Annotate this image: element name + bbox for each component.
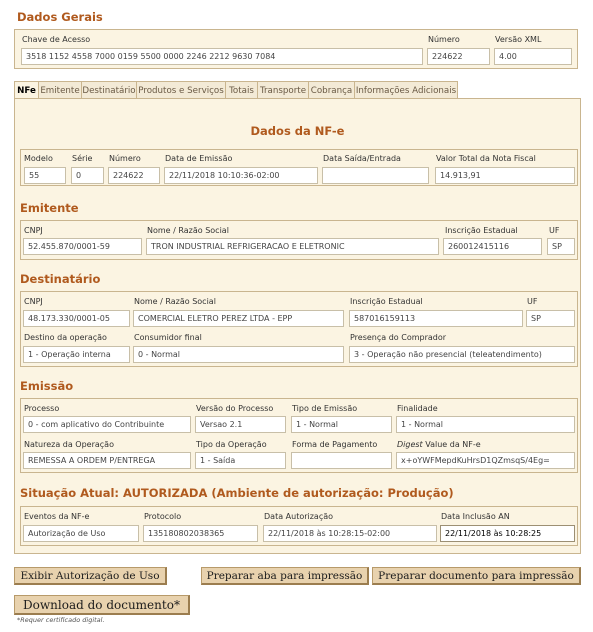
nfe-numero-label: Número xyxy=(109,154,141,163)
tab-destinatario[interactable]: Destinatário xyxy=(81,81,137,99)
preparar-documento-button[interactable]: Preparar documento para impressão xyxy=(372,567,581,585)
destinatario-uf-value: SP xyxy=(526,310,575,327)
eventos-value: Autorização de Uso xyxy=(23,525,139,542)
protocolo-label: Protocolo xyxy=(144,512,182,521)
consumidor-final-label: Consumidor final xyxy=(134,333,202,342)
certificado-footnote: *Requer certificado digital. xyxy=(17,616,105,624)
destinatario-ie-label: Inscrição Estadual xyxy=(350,297,423,306)
forma-pagamento-value xyxy=(291,452,392,469)
valor-total-value: 14.913,91 xyxy=(435,167,575,184)
emitente-ie-label: Inscrição Estadual xyxy=(445,226,518,235)
tab-cobranca[interactable]: Cobrança xyxy=(308,81,355,99)
data-saida-label: Data Saída/Entrada xyxy=(323,154,401,163)
tab-totais[interactable]: Totais xyxy=(225,81,258,99)
finalidade-label: Finalidade xyxy=(397,404,438,413)
data-inclusao-label: Data Inclusão AN xyxy=(441,512,510,521)
chave-label: Chave de Acesso xyxy=(22,35,91,44)
emissao-title: Emissão xyxy=(20,379,74,393)
dados-nfe-panel xyxy=(20,149,578,186)
finalidade-value: 1 - Normal xyxy=(396,416,575,433)
tipo-operacao-label: Tipo da Operação xyxy=(196,440,267,449)
data-inclusao-value: 22/11/2018 às 10:28:25 xyxy=(440,525,575,542)
tab-transporte[interactable]: Transporte xyxy=(257,81,309,99)
emitente-ie-value: 260012415116 xyxy=(443,238,542,255)
preparar-aba-button[interactable]: Preparar aba para impressão xyxy=(201,567,369,585)
natureza-operacao-value: REMESSA A ORDEM P/ENTREGA xyxy=(23,452,191,469)
protocolo-value: 135180802038365 xyxy=(143,525,258,542)
tab-emitente[interactable]: Emitente xyxy=(38,81,82,99)
destinatario-uf-label: UF xyxy=(527,297,538,306)
presenca-comprador-label: Presença do Comprador xyxy=(350,333,447,342)
numero-value: 224622 xyxy=(427,48,490,65)
situacao-title: Situação Atual: AUTORIZADA (Ambiente de autorização: Produção) xyxy=(20,486,454,500)
numero-label: Número xyxy=(428,35,460,44)
emitente-nome-value: TRON INDUSTRIAL REFRIGERACAO E ELETRONIC xyxy=(146,238,439,255)
processo-value: 0 - com aplicativo do Contribuinte xyxy=(23,416,191,433)
tab-produtos-servicos[interactable]: Produtos e Serviços xyxy=(136,81,226,99)
data-autorizacao-label: Data Autorização xyxy=(264,512,334,521)
consumidor-final-value: 0 - Normal xyxy=(133,346,344,363)
serie-value: 0 xyxy=(71,167,104,184)
processo-label: Processo xyxy=(24,404,60,413)
emitente-uf-value: SP xyxy=(547,238,575,255)
download-documento-button[interactable]: Download do documento* xyxy=(14,595,190,615)
data-autorizacao-value: 22/11/2018 às 10:28:15-02:00 xyxy=(263,525,437,542)
destinatario-title: Destinatário xyxy=(20,272,101,286)
destinatario-nome-value: COMERCIAL ELETRO PEREZ LTDA - EPP xyxy=(133,310,344,327)
situacao-panel xyxy=(20,506,578,546)
emissao-panel xyxy=(20,398,578,473)
dados-gerais-panel xyxy=(14,29,578,69)
destinatario-cnpj-value: 48.173.330/0001-05 xyxy=(23,310,130,327)
chave-value: 3518 1152 4558 7000 0159 5500 0000 2246 2212 9630 7084 xyxy=(21,48,423,65)
destinatario-cnpj-label: CNPJ xyxy=(24,297,43,306)
data-saida-value xyxy=(322,167,429,184)
versao-processo-value: Versao 2.1 xyxy=(195,416,286,433)
versao-processo-label: Versão do Processo xyxy=(196,404,274,413)
digest-italic-label: Digest xyxy=(397,440,423,449)
emitente-cnpj-label: CNPJ xyxy=(24,226,43,235)
serie-label: Série xyxy=(72,154,93,163)
destinatario-nome-label: Nome / Razão Social xyxy=(134,297,216,306)
forma-pagamento-label: Forma de Pagamento xyxy=(292,440,378,449)
presenca-comprador-value: 3 - Operação não presencial (teleatendimento) xyxy=(349,346,575,363)
exibir-autorizacao-button[interactable]: Exibir Autorização de Uso xyxy=(14,567,167,585)
emitente-cnpj-value: 52.455.870/0001-59 xyxy=(23,238,142,255)
data-emissao-value: 22/11/2018 10:10:36-02:00 xyxy=(164,167,318,184)
digest-rest-label: Value da NF-e xyxy=(422,440,481,449)
nfe-numero-value: 224622 xyxy=(108,167,160,184)
tab-informacoes-adicionais[interactable]: Informações Adicionais xyxy=(354,81,458,99)
emitente-nome-label: Nome / Razão Social xyxy=(147,226,229,235)
eventos-label: Eventos da NF-e xyxy=(24,512,90,521)
tipo-operacao-value: 1 - Saída xyxy=(195,452,286,469)
data-emissao-label: Data de Emissão xyxy=(165,154,233,163)
emitente-panel xyxy=(20,220,578,260)
tipo-emissao-label: Tipo de Emissão xyxy=(292,404,358,413)
destinatario-panel xyxy=(20,291,578,367)
digest-value: x+oYWFMepdKuHrsD1QZmsqS/4Eg= xyxy=(396,452,575,469)
tab-content-nfe xyxy=(14,98,581,554)
destino-operacao-label: Destino da operação xyxy=(24,333,107,342)
tab-nfe[interactable]: NFe xyxy=(14,81,39,100)
versao-xml-label: Versão XML xyxy=(495,35,542,44)
emitente-uf-label: UF xyxy=(549,226,560,235)
emitente-title: Emitente xyxy=(20,201,79,215)
dados-nfe-title: Dados da NF-e xyxy=(250,124,345,138)
natureza-operacao-label: Natureza da Operação xyxy=(24,440,114,449)
destino-operacao-value: 1 - Operação interna xyxy=(23,346,130,363)
digest-value-label xyxy=(397,440,481,449)
versao-xml-value: 4.00 xyxy=(494,48,572,65)
dados-gerais-title: Dados Gerais xyxy=(17,10,103,24)
valor-total-label: Valor Total da Nota Fiscal xyxy=(436,154,536,163)
destinatario-ie-value: 587016159113 xyxy=(349,310,523,327)
modelo-label: Modelo xyxy=(24,154,53,163)
modelo-value: 55 xyxy=(24,167,66,184)
tipo-emissao-value: 1 - Normal xyxy=(291,416,392,433)
